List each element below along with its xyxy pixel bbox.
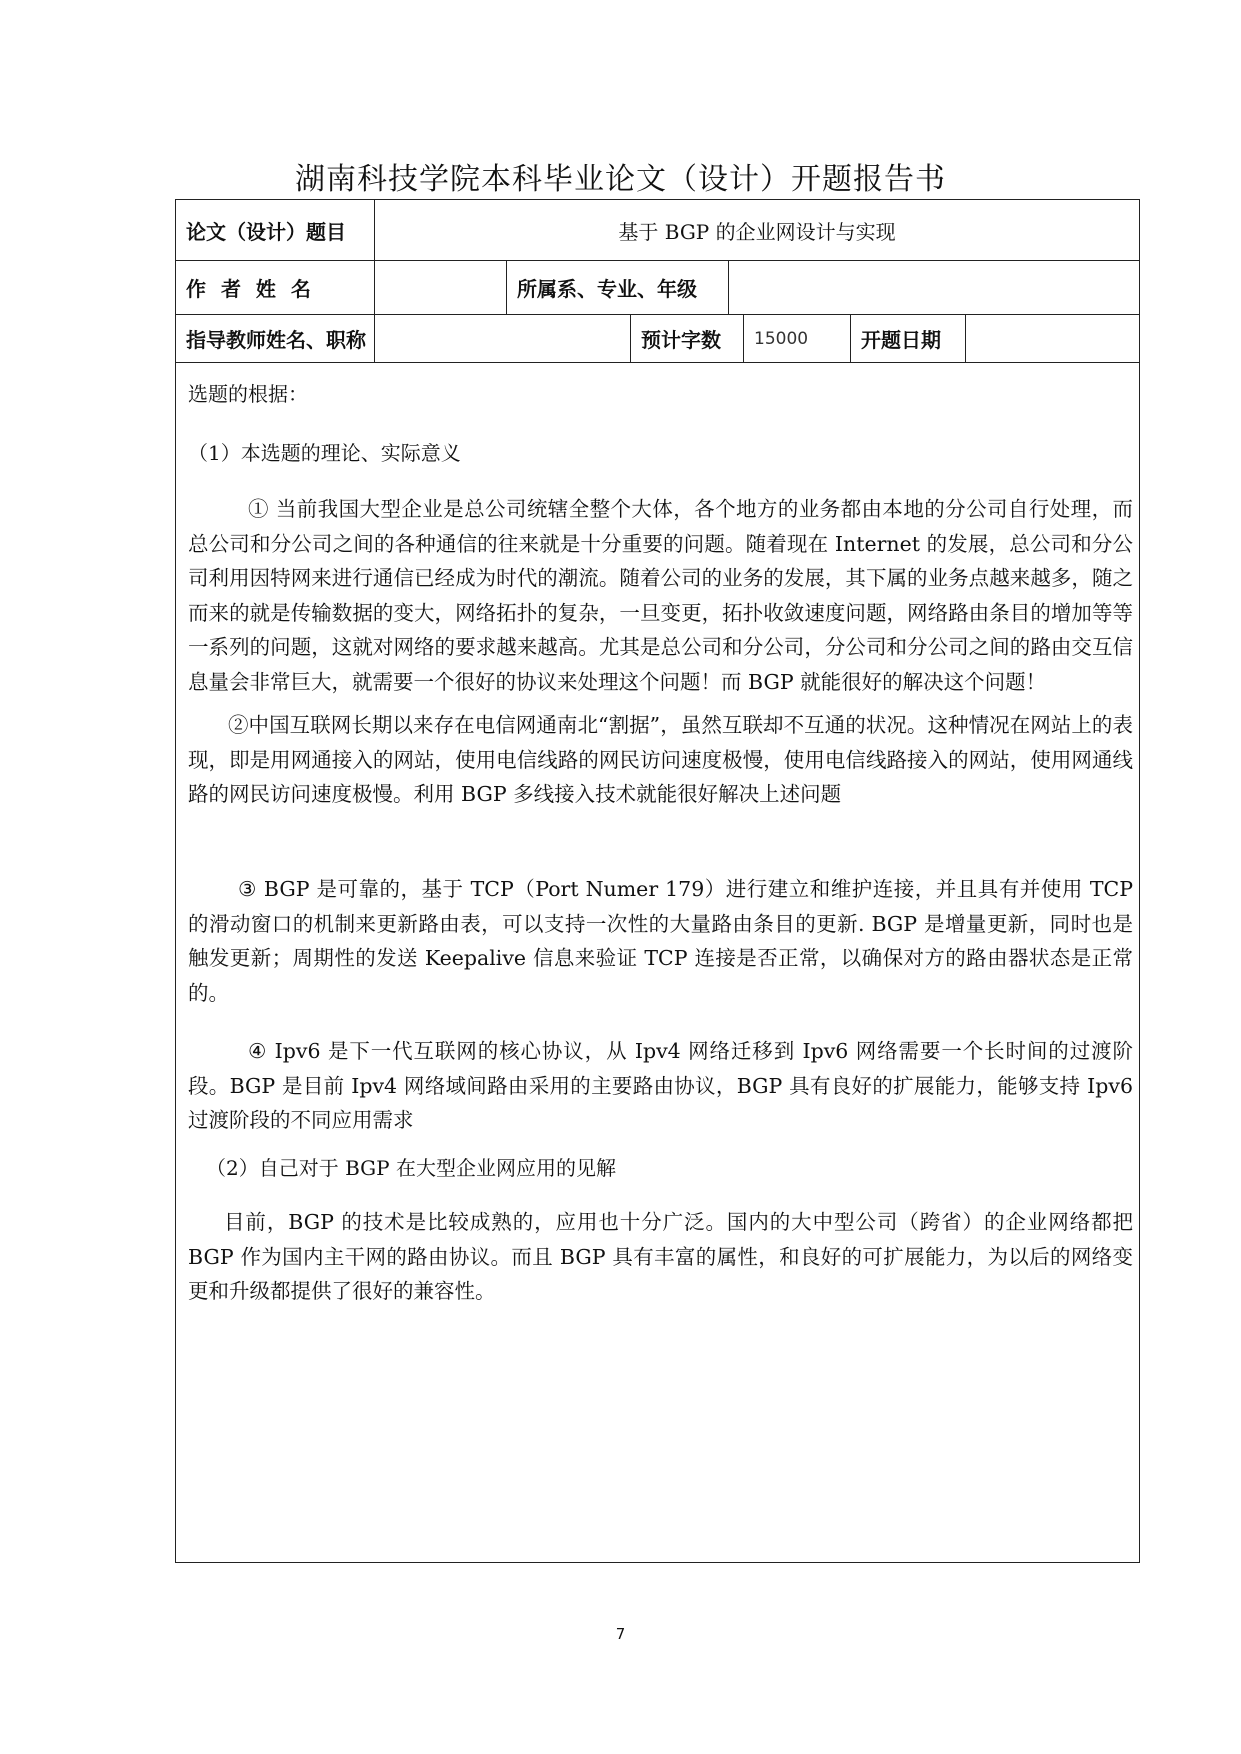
author-label: 作 者 姓 名 bbox=[186, 277, 315, 301]
paragraph-3: ③ BGP 是可靠的，基于 TCP（Port Numer 179）进行建立和维护连接，并且具有并使用 TCP 的滑动窗口的机制来更新路由表，可以支持一次性的大量路由条目的更新. BGP 是增量更新，同时也是触发更新；周期性的发送 Keepalive 信息来验证 TCP 连接是否正常，以确保对方的路由器状态是正常的。 bbox=[188, 877, 1133, 1005]
start-date-label: 开题日期 bbox=[850, 315, 965, 362]
row-author bbox=[176, 261, 1139, 315]
department-value bbox=[728, 261, 1139, 314]
section1-heading: （1）本选题的理论、实际意义 bbox=[188, 441, 461, 465]
thesis-title-value: 基于 BGP 的企业网设计与实现 bbox=[374, 200, 1139, 260]
paragraph-5: 目前，BGP 的技术是比较成熟的，应用也十分广泛。国内的大中型公司（跨省）的企业网络都把 BGP 作为国内主干网的路由协议。而且 BGP 具有丰富的属性，和良好的可扩展能力，为以后的网络变更和升级都提供了很好的兼容性。 bbox=[188, 1210, 1133, 1303]
word-count-label: 预计字数 bbox=[630, 315, 743, 362]
advisor-value bbox=[374, 315, 630, 362]
row-thesis-title bbox=[176, 200, 1139, 261]
row-advisor bbox=[176, 315, 1139, 363]
section2-heading: （2）自己对于 BGP 在大型企业网应用的见解 bbox=[206, 1156, 616, 1180]
start-date-value bbox=[965, 315, 1139, 362]
paragraph-2: ②中国互联网长期以来存在电信网通南北“割据”，虽然互联却不互通的状况。这种情况在网站上的表现，即是用网通接入的网站，使用电信线路的网民访问速度极慢，使用电信线路接入的网站，使用网通线路的网民访问速度极慢。利用 BGP 多线接入技术就能很好解决上述问题 bbox=[188, 713, 1133, 806]
document-title: 湖南科技学院本科毕业论文（设计）开题报告书 bbox=[295, 162, 946, 197]
author-value bbox=[374, 261, 506, 314]
basis-heading: 选题的根据： bbox=[188, 382, 308, 406]
word-count-value: 15000 bbox=[743, 315, 850, 362]
department-label: 所属系、专业、年级 bbox=[506, 261, 728, 314]
page-number: 7 bbox=[615, 1625, 626, 1643]
advisor-label: 指导教师姓名、职称 bbox=[186, 328, 366, 352]
thesis-title-label: 论文（设计）题目 bbox=[186, 219, 346, 244]
paragraph-1: ① 当前我国大型企业是总公司统辖全整个大体，各个地方的业务都由本地的分公司自行处理，而总公司和分公司之间的各种通信的往来就是十分重要的问题。随着现在 Internet 的发展，总公司和分公司利用因特网来进行通信已经成为时代的潮流。随着公司的业务的发展，其下属的业务点越来越多，随之而来的就是传输数据的变大，网络拓扑的复杂，一旦变更，拓扑收敛速度问题，网络路由条目的增加等等一系列的问题，这就对网络的要求越来越高。尤其是总公司和分公司，分公司和分公司之间的路由交互信息量会非常巨大，就需要一个很好的协议来处理这个问题！而 BGP 就能很好的解决这个问题！ bbox=[188, 497, 1133, 694]
paragraph-4: ④ Ipv6 是下一代互联网的核心协议，从 Ipv4 网络迁移到 Ipv6 网络需要一个长时间的过渡阶段。BGP 是目前 Ipv4 网络域间路由采用的主要路由协议，BGP 具有良好的扩展能力，能够支持 Ipv6 过渡阶段的不同应用需求 bbox=[188, 1039, 1133, 1132]
proposal-form bbox=[175, 199, 1140, 1563]
